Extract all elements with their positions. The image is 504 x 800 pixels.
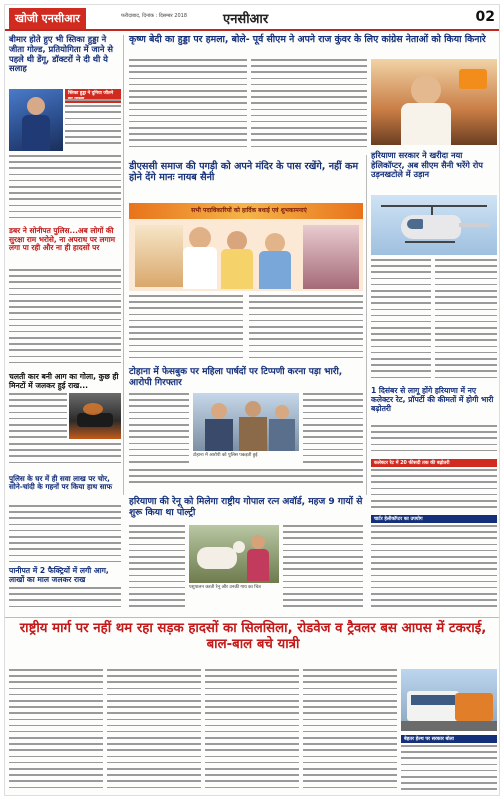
body-naib-2 — [249, 295, 363, 365]
body-naib-1 — [129, 295, 243, 365]
headline-helicopter: हरियाणा सरकार ने खरीदा नया हेलिकॉप्टर, अब सीएम सैनी भरेंगे रोप उड़नखटोले में उड़ान — [371, 150, 483, 180]
headline-naib-saini: डीएससी समाज की पगड़ी को अपने मंदिर के पास रखेंगे, नहीं कम होने देंगे मानः नायब सैनी — [129, 161, 359, 184]
body-accident-4 — [303, 669, 397, 793]
body-collector-1 — [371, 425, 497, 457]
body-stika-1 — [65, 99, 121, 151]
masthead-brand: खोजी एनसीआर — [9, 8, 86, 29]
body-heli-1 — [371, 259, 431, 383]
row-divider — [5, 617, 500, 618]
body-sonipat — [9, 269, 121, 367]
body-car-fire-2 — [9, 443, 121, 469]
headline-car-fire: चलती कार बनी आग का गोला, कुछ ही मिनटों में जलकर हुई राख... — [9, 372, 119, 390]
body-renu-2 — [283, 525, 363, 615]
body-charter — [371, 525, 497, 613]
section-title: एनसीआर — [223, 12, 269, 27]
body-police-theft — [9, 505, 121, 565]
body-accident-1 — [9, 669, 103, 793]
body-kb-1 — [129, 59, 247, 155]
banner-text: सभी पदाधिकारियों को हार्दिक बधाई एवं शुभकामनाएं — [191, 207, 307, 214]
body-accident-3 — [205, 669, 299, 793]
body-tohana-1 — [129, 393, 189, 467]
caption-renu: पशुपालन करती रेनू और उनकी गाय का चित्र — [189, 585, 261, 590]
photo-stika — [9, 89, 63, 151]
headline-renu: हरियाणा की रेनू को मिलेगा राष्ट्रीय गोपाल रत्न अवॉर्ड, महज 9 गायों से शुरू किया था पोल्ट्री — [129, 497, 363, 518]
headline-police-theft: पुलिस के घर में ही सवा लाख पर चोर, सोने-चांदी के गहनों पर किया हाथ साफ — [9, 474, 113, 492]
body-collector-2 — [371, 469, 497, 513]
body-car-fire — [9, 393, 67, 441]
photo-renu — [189, 525, 279, 583]
newspaper-page — [4, 4, 500, 796]
body-accident-2 — [107, 669, 201, 793]
subhead-charter: चार्टर हेलीकॉप्टर का उपयोग — [371, 515, 497, 523]
body-kb-2 — [251, 59, 367, 155]
body-panipat-fire — [9, 587, 121, 615]
headline-panipat-fire: पानीपत में 2 फैक्ट्रियों में लगी आग, लाखों का माल जलकर राख — [9, 566, 109, 584]
body-accident-5 — [401, 745, 497, 793]
issue-meta: फरीदाबाद, दिनांक : दिसम्बर 2018 — [121, 13, 188, 19]
body-renu-1 — [129, 525, 185, 615]
body-stika-2 — [9, 155, 121, 223]
body-tohana-3 — [129, 469, 363, 491]
photo-bus-accident — [401, 669, 497, 731]
headline-highway-accident: राष्ट्रीय मार्ग पर नहीं थम रहा सड़क हादसों का सिलसिला, रोडवेज व ट्रैवलर बस आपस में टकराई, बाल-बाल बचे यात्री — [19, 621, 487, 652]
headline-collector-rate: 1 दिसंबर से लागू होंगे हरियाणा में नए कलेक्टर रेट, प्रॉपर्टी की कीमतों में होगी भारी बढ़ोतरी — [371, 386, 494, 413]
headline-tohana: टोहाना में फेसबुक पर महिला पार्षदों पर टिप्पणी करना पड़ा भारी, आरोपी गिरफ्तार — [129, 367, 343, 388]
photo-kb-leader — [371, 59, 497, 145]
column-divider — [366, 155, 367, 495]
headline-sonipat: डबर ने सोनीपत पुलिस...अब लोगों की सुरक्षा राम भरोसे, ना अपराध पर लगाम लगा पा रही और ना ही हादसों पर — [9, 226, 116, 253]
photo-naib-stage — [129, 203, 363, 291]
page-header — [5, 5, 500, 31]
subhead-bus: बेहतर हेल्थ पर सरकार बोला — [401, 735, 497, 743]
subhead-stika: स्तिका हुड्डा ने दुनिया जीतने — [65, 89, 121, 103]
caption-tohana: टोहाना में आरोपी को पुलिस पकड़ती हुई — [193, 453, 258, 458]
headline-kb: कृष्ण बेदी का हुड्डा पर हमला, बोले- पूर्व सीएम ने अपने राज कुंवर के लिए कांग्रेस नेताओं को किया किनारे — [129, 34, 486, 45]
headline-stika: बीमार होते हुए भी स्तिका हुड्डा ने जीता गोल्ड, प्रतियोगिता में जाने से पहले थी डेंगू, डॉक्टरों ने दी थी ये सलाह — [9, 34, 113, 74]
photo-helicopter — [371, 195, 497, 255]
body-heli-2 — [435, 259, 497, 383]
column-divider — [123, 35, 124, 495]
photo-car-fire — [69, 393, 121, 439]
body-tohana-2 — [303, 393, 363, 467]
photo-tohana — [193, 393, 299, 451]
page-number: 02 — [475, 9, 495, 25]
subhead-collector: कलेक्टर रेट में 20 फीसदी तक की बढ़ोतरी — [371, 459, 497, 467]
